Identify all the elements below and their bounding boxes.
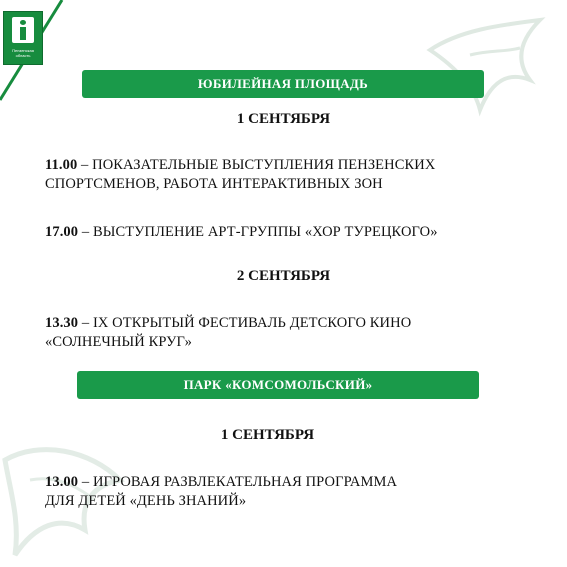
event-title-line1: ПОКАЗАТЕЛЬНЫЕ ВЫСТУПЛЕНИЯ ПЕНЗЕНСКИХ	[92, 157, 436, 173]
event-title-line2: ДЛЯ ДЕТЕЙ «ДЕНЬ ЗНАНИЙ»	[45, 493, 247, 509]
event-item	[45, 156, 435, 194]
venue-banner: ПАРК «КОМСОМОЛЬСКИЙ»	[77, 371, 479, 399]
event-time: 17.00	[45, 224, 79, 240]
event-time: 11.00	[45, 157, 78, 173]
event-separator: –	[77, 157, 93, 173]
venue-banner: ЮБИЛЕЙНАЯ ПЛОЩАДЬ	[82, 70, 484, 98]
event-separator: –	[78, 474, 93, 490]
event-title-line2: СПОРТСМЕНОВ, РАБОТА ИНТЕРАКТИВНЫХ ЗОН	[45, 176, 383, 192]
event-separator: –	[78, 315, 93, 331]
region-logo	[3, 11, 43, 65]
event-title-line1: ВЫСТУПЛЕНИЕ АРТ-ГРУППЫ «ХОР ТУРЕЦКОГО»	[92, 224, 438, 240]
event-item	[45, 473, 397, 511]
info-icon	[12, 17, 34, 43]
date-heading: 1 СЕНТЯБРЯ	[236, 111, 331, 127]
logo-caption: Пензенская область	[12, 48, 34, 58]
date-heading: 1 СЕНТЯБРЯ	[220, 427, 315, 443]
event-title-line2: «СОЛНЕЧНЫЙ КРУГ»	[45, 334, 192, 350]
event-time: 13.30	[45, 315, 79, 331]
event-item	[45, 223, 438, 242]
date-heading: 2 СЕНТЯБРЯ	[236, 268, 331, 284]
event-time: 13.00	[45, 474, 79, 490]
event-title-line1: ИГРОВАЯ РАЗВЛЕКАТЕЛЬНАЯ ПРОГРАММА	[92, 474, 398, 490]
event-separator: –	[78, 224, 93, 240]
event-title-line1: IX ОТКРЫТЫЙ ФЕСТИВАЛЬ ДЕТСКОГО КИНО	[92, 315, 412, 331]
event-item	[45, 314, 411, 352]
